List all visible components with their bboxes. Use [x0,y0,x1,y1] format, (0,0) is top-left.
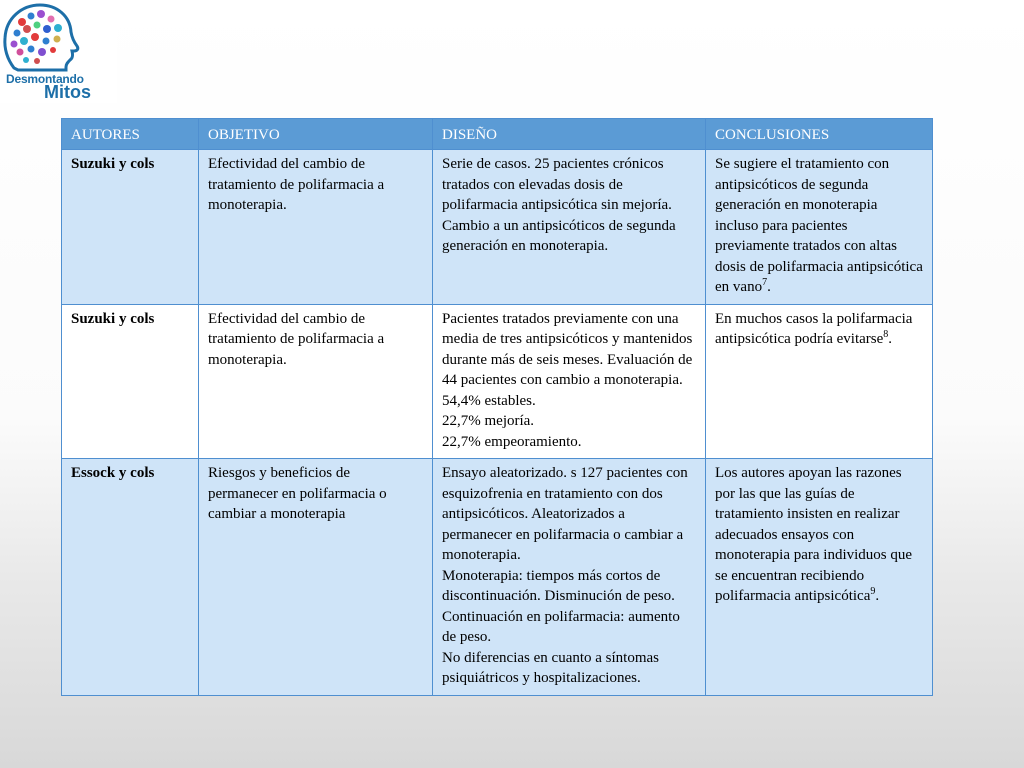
cell-diseno [433,304,706,459]
logo-text-desmontando: Desmontando [6,72,84,86]
header-objetivo: OBJETIVO [199,119,433,150]
diseno-line: 22,7% mejoría. [442,413,535,429]
diseno-line: Monoterapia: tiempos más cortos de discontinuación. Disminución de peso. Continuación en polifarmacia: aumento de peso. [442,567,680,645]
reference-number: 8 [883,329,889,340]
diseno-line: 54,4% estables. [442,392,536,409]
table-row [62,304,933,459]
diseno-line: 22,7% empeoramiento. [442,433,582,450]
cell-conclusiones [706,150,933,305]
cell-autores: Suzuki y cols [62,304,199,459]
cell-objetivo: Efectividad del cambio de tratamiento de polifarmacia a monoterapia. [199,150,433,305]
cell-objetivo: Efectividad del cambio de tratamiento de polifarmacia a monoterapia. [199,304,433,459]
diseno-line: No diferencias en cuanto a síntomas psiquiátricos y hospitalizaciones. [442,649,660,686]
cell-conclusiones [706,459,933,696]
logo-text-mitos: Mitos [44,82,91,102]
cell-diseno [433,459,706,696]
header-conclusiones: CONCLUSIONES [706,119,933,150]
cell-diseno [433,150,706,305]
cell-conclusiones [706,304,933,459]
cell-autores: Suzuki y cols [62,150,199,305]
header-autores: AUTORES [62,119,199,150]
studies-table [61,118,933,696]
reference-number: 9 [870,586,876,597]
reference-number: 7 [762,277,768,288]
conclusion-end: . [888,331,893,347]
conclusion-end: . [875,588,880,604]
table-header-row [62,119,933,150]
logo [0,0,117,103]
table-row [62,459,933,696]
diseno-line: Ensayo aleatorizado. s 127 pacientes con esquizofrenia en tratamiento con dos antipsicóticos. Aleatorizados a permanecer en polifarmacia o cambiar a monoterapia. [442,465,688,563]
cell-autores: Essock y cols [62,459,199,696]
conclusion-end: . [767,279,771,295]
cell-objetivo: Riesgos y beneficios de permanecer en polifarmacia o cambiar a monoterapia [199,459,433,696]
conclusion-text: Los autores apoyan las razones por las que las guías de tratamiento insisten en realizar adecuados ensayos con monoterapia para individuos que se encuentran recibiendo polifarmacia antipsicótica [715,465,913,604]
diseno-line: Serie de casos. 25 pacientes crónicos tratados con elevadas dosis de polifarmacia antipsicótica sin mejoría. Cambio a un antipsicóticos de segunda generación en monoterapia. [442,156,676,254]
conclusion-text: En muchos casos la polifarmacia antipsicótica podría evitarse [715,310,913,347]
header-diseno: DISEÑO [433,119,706,150]
diseno-line: Pacientes tratados previamente con una media de tres antipsicóticos y mantenidos durante más de seis meses. Evaluación de 44 pacientes con cambio a monoterapia. [442,310,693,388]
conclusion-text: Se sugiere el tratamiento con antipsicóticos de segunda generación en monoterapia incluso para pacientes previamente tratados con altas dosis de polifarmacia antipsicótica en vano [715,156,923,295]
table-row [62,150,933,305]
